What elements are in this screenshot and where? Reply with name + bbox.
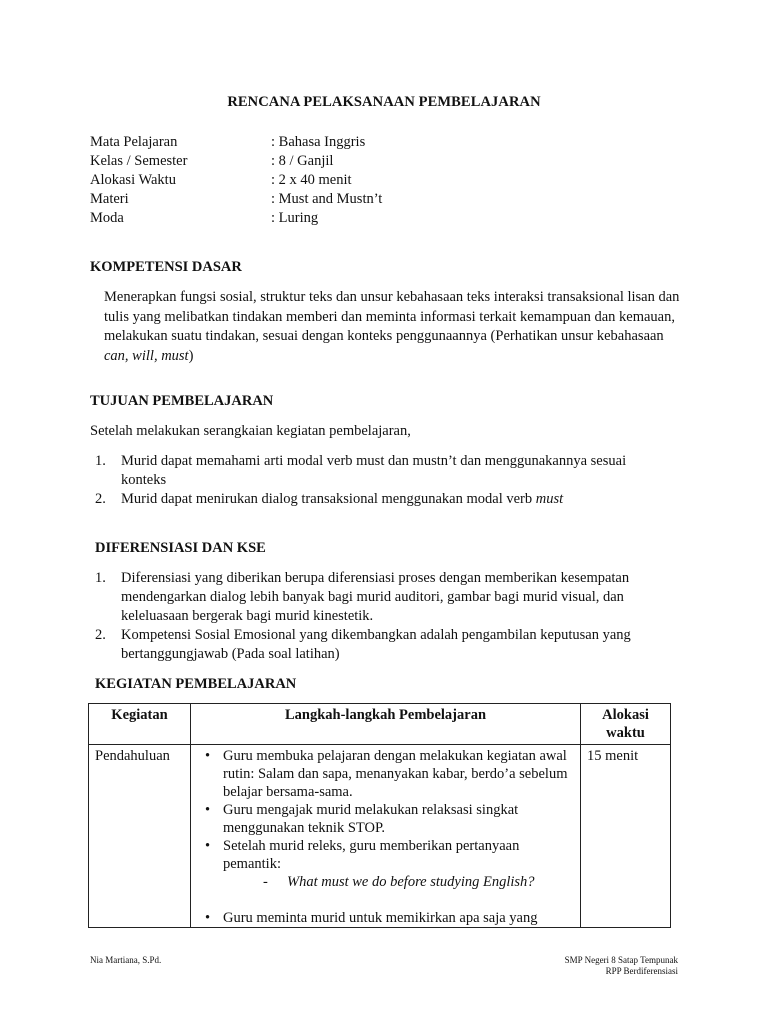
bullet-icon: •	[205, 838, 211, 854]
list-item	[197, 747, 574, 801]
bullet-icon: •	[205, 748, 211, 764]
step-text: Guru meminta murid untuk memikirkan apa saja yang	[223, 910, 538, 926]
section-heading-tujuan: TUJUAN PEMBELAJARAN	[90, 393, 274, 409]
list-italic: must	[535, 491, 564, 507]
info-value: : Must and Mustn’t	[271, 191, 383, 207]
list-text: Murid dapat memahami arti modal verb must dan mustn’t dan menggunakannya sesuai konteks	[121, 453, 627, 488]
info-label: Materi	[90, 191, 129, 207]
kompetensi-text	[104, 288, 680, 366]
info-label: Alokasi Waktu	[90, 172, 176, 188]
step-text: Setelah murid releks, guru memberikan pertanyaan pemantik:	[223, 838, 520, 872]
dash-mark: -	[263, 874, 268, 890]
cell-alokasi: 15 menit	[581, 745, 671, 928]
kompetensi-italic: can, will, must	[104, 347, 189, 364]
section-heading-diferensiasi: DIFERENSIASI DAN KSE	[95, 540, 266, 556]
info-value: : Bahasa Inggris	[271, 134, 366, 150]
bullet-icon: •	[205, 910, 211, 926]
steps-list	[197, 747, 574, 873]
table-header-row	[89, 704, 671, 745]
tujuan-intro: Setelah melakukan serangkaian kegiatan pembelajaran,	[90, 423, 411, 439]
footer-school-name: SMP Negeri 8 Satap Tempunak	[564, 955, 678, 965]
info-label: Mata Pelajaran	[90, 134, 178, 150]
list-text: Kompetensi Sosial Emosional yang dikembangkan adalah pengambilan keputusan yang bertanggungjawab (Pada soal latihan)	[121, 627, 631, 662]
list-item	[95, 569, 663, 626]
steps-list-continued	[197, 909, 574, 927]
page-title: RENCANA PELAKSANAAN PEMBELAJARAN	[227, 94, 541, 110]
list-item	[197, 801, 574, 837]
table-row	[89, 745, 671, 928]
step-text: Guru membuka pelajaran dengan melakukan kegiatan awal rutin: Salam dan sapa, menanyakan kabar, berdo’a sebelum belajar bersama-sama.	[223, 748, 568, 800]
info-value: : 8 / Ganjil	[271, 153, 334, 169]
header-alokasi: Alokasi waktu	[581, 704, 671, 745]
step-text: Guru mengajak murid melakukan relaksasi singkat menggunakan teknik STOP.	[223, 802, 519, 836]
cell-langkah	[191, 745, 581, 928]
sub-question	[197, 873, 574, 891]
footer-author: Nia Martiana, S.Pd.	[90, 955, 162, 965]
info-value: : 2 x 40 menit	[271, 172, 352, 188]
list-item	[95, 452, 655, 490]
bullet-icon: •	[205, 802, 211, 818]
header-langkah: Langkah-langkah Pembelajaran	[191, 704, 581, 745]
list-number: 2.	[95, 627, 106, 643]
list-number: 2.	[95, 491, 106, 507]
info-value: : Luring	[271, 210, 319, 226]
info-label: Kelas / Semester	[90, 153, 188, 169]
footer-school	[565, 955, 678, 977]
kompetensi-body: Menerapkan fungsi sosial, struktur teks dan unsur kebahasaan teks interaksi transaksional lisan dan tulis yang melibatkan tindakan memberi dan meminta informasi terkait kemampuan dan kemauan, melakukan suatu tindakan, sesuai dengan konteks penggunaannya (Perhatikan unsur kebahasaan	[104, 289, 680, 344]
activity-table	[88, 703, 671, 928]
header-kegiatan: Kegiatan	[89, 704, 191, 745]
info-label: Moda	[90, 210, 124, 226]
list-item	[197, 909, 574, 927]
list-number: 1.	[95, 570, 106, 586]
list-item	[95, 490, 655, 509]
cell-kegiatan: Pendahuluan	[89, 745, 191, 928]
footer-doc-type: RPP Berdiferensiasi	[605, 966, 678, 976]
list-item	[95, 626, 663, 664]
list-text: Murid dapat menirukan dialog transaksional menggunakan modal verb	[121, 491, 536, 507]
diferensiasi-list	[95, 569, 663, 664]
list-text: Diferensiasi yang diberikan berupa diferensiasi proses dengan memberikan kesempatan mendengarkan dialog lebih banyak bagi murid auditori, gambar bagi murid visual, dan keleluasaan bergerak bagi murid kinestetik.	[121, 570, 630, 624]
question-text: What must we do before studying English?	[287, 874, 535, 890]
section-heading-kegiatan: KEGIATAN PEMBELAJARAN	[95, 676, 297, 692]
tujuan-list	[95, 452, 655, 509]
list-item	[197, 837, 574, 873]
list-number: 1.	[95, 453, 106, 469]
kompetensi-close: )	[188, 347, 194, 364]
section-heading-kompetensi: KOMPETENSI DASAR	[90, 259, 242, 275]
